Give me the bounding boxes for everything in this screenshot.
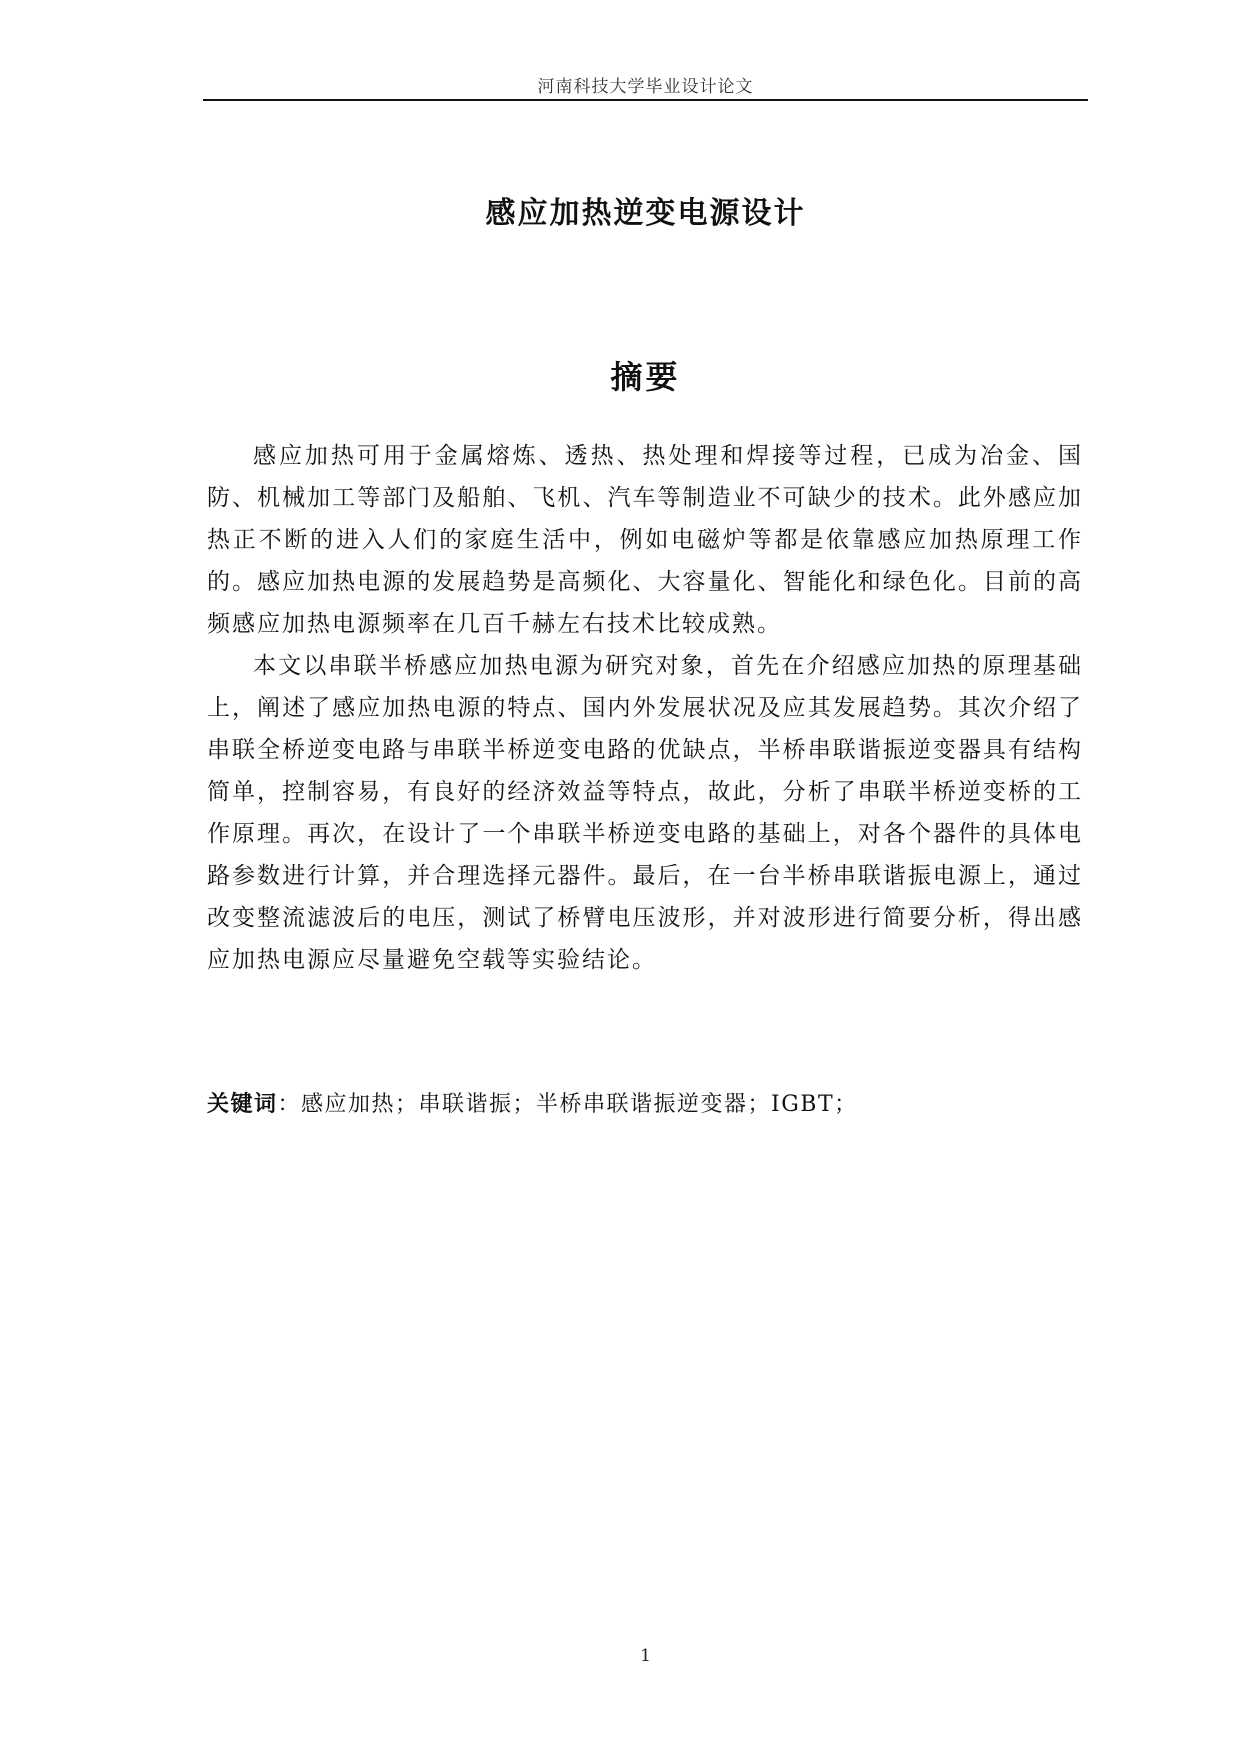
- keywords-label: 关键词: [207, 1092, 278, 1117]
- abstract-paragraph-1: 感应加热可用于金属熔炼、透热、热处理和焊接等过程，已成为冶金、国防、机械加工等部门及船舶、飞机、汽车等制造业不可缺少的技术。此外感应加热正不断的进入人们的家庭生活中，例如电磁炉等都是依靠感应加热原理工作的。感应加热电源的发展趋势是高频化、大容量化、智能化和绿色化。目前的高频感应加热电源频率在几百千赫左右技术比较成熟。: [207, 443, 1083, 637]
- page-number: 1: [640, 1646, 651, 1666]
- keywords-separator: ：: [277, 1092, 302, 1117]
- keywords-line: [207, 1084, 1083, 1126]
- abstract-body: [207, 435, 1083, 981]
- abstract-paragraph-2: 本文以串联半桥感应加热电源为研究对象，首先在介绍感应加热的原理基础上，阐述了感应加热电源的特点、国内外发展状况及应其发展趋势。其次介绍了串联全桥逆变电路与串联半桥逆变电路的优缺点，半桥串联谐振逆变器具有结构简单，控制容易，有良好的经济效益等特点，故此，分析了串联半桥逆变桥的工作原理。再次，在设计了一个串联半桥逆变电路的基础上，对各个器件的具体电路参数进行计算，并合理选择元器件。最后，在一台半桥串联谐振电源上，通过改变整流滤波后的电压，测试了桥臂电压波形，并对波形进行简要分析，得出感应加热电源应尽量避免空载等实验结论。: [207, 653, 1083, 973]
- abstract-heading: 摘要: [610, 358, 681, 396]
- thesis-title: 感应加热逆变电源设计: [485, 196, 806, 231]
- running-header: 河南科技大学毕业设计论文: [537, 77, 754, 97]
- keywords-text: 感应加热；串联谐振；半桥串联谐振逆变器；IGBT；: [301, 1092, 858, 1117]
- header-rule: [203, 99, 1088, 101]
